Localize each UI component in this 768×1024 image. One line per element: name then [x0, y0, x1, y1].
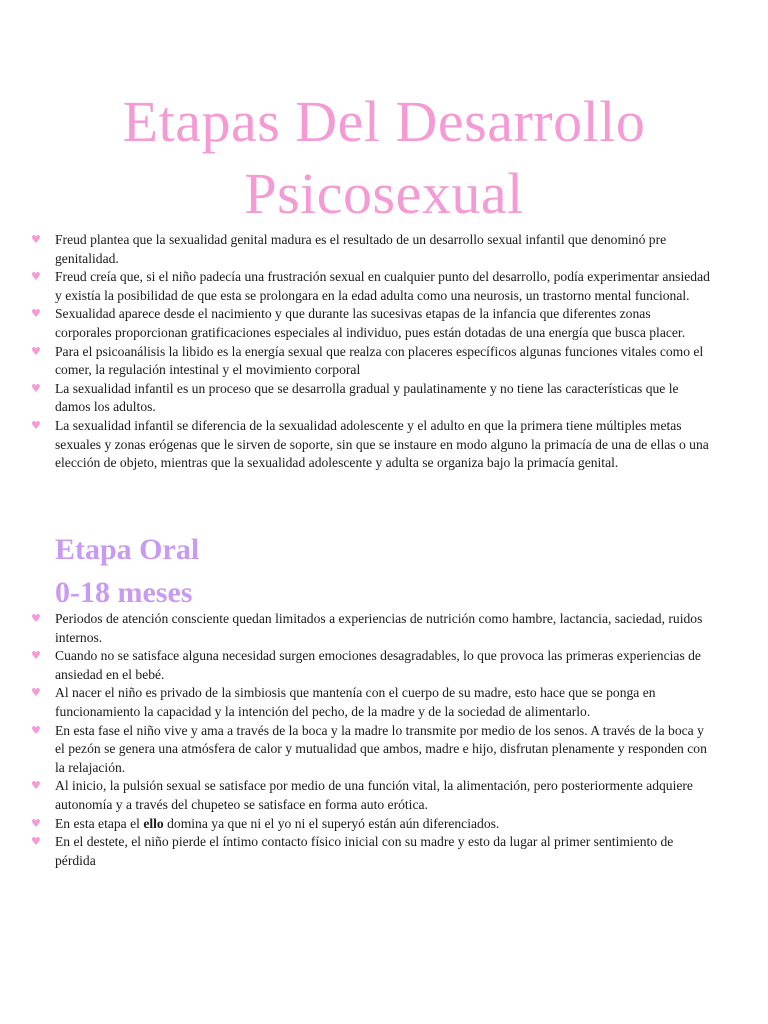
list-item: [30, 417, 710, 473]
heart-icon: ♥: [31, 381, 41, 395]
section-title-age-range: 0-18 meses: [55, 576, 193, 609]
list-item-text: La sexualidad infantil se diferencia de la sexualidad adolescente y el adulto en que la primera tiene múltiples metas sexuales y zonas erógenas que le sirven de soporte, sin que se instaure en modo alguno la primacía de una de ellas o una elección de objeto, mientras que la sexualidad adolescente y adulta se organiza bajo la primacía genital.: [55, 417, 709, 471]
heart-icon: ♥: [31, 779, 41, 793]
list-item-text: La sexualidad infantil es un proceso que se desarrolla gradual y paulatinamente y no tiene las características que le damos los adultos.: [55, 380, 679, 415]
list-item-text: Cuando no se satisface alguna necesidad surgen emociones desagradables, lo que provoca las primeras experiencias de ansiedad en el bebé.: [55, 648, 701, 682]
list-item: [30, 380, 710, 417]
list-item-text: Al nacer el niño es privado de la simbiosis que mantenía con el cuerpo de su madre, esto hace que se ponga en funcionamiento la capacidad y la intención del pecho, de la madre y de la sociedad de alimentarlo.: [55, 685, 656, 719]
heart-icon: ♥: [31, 816, 41, 830]
list-item-text: Para el psicoanálisis la libido es la energía sexual que realza con placeres específicos algunas funciones vitales como el comer, la regulación intestinal y el movimiento corporal: [55, 343, 704, 378]
list-item: [30, 268, 710, 305]
list-item-text-start: En esta etapa el: [55, 815, 144, 831]
heart-icon: ♥: [31, 835, 41, 849]
heart-icon: ♥: [31, 344, 41, 358]
list-item: [30, 343, 710, 380]
list-item-text: Sexualidad aparece desde el nacimiento y que durante las sucesivas etapas de la infancia que diferentes zonas corporales proporcionan gratificaciones especiales al individuo, pues están dotadas de una energía que busca placer.: [55, 306, 686, 340]
list-item-text: Periodos de atención consciente quedan limitados a experiencias de nutrición como hambre, lactancia, saciedad, ruidos internos.: [55, 611, 703, 645]
section-title-name: Etapa Oral: [55, 533, 200, 566]
intro-list: [30, 231, 710, 473]
heart-icon: ♥: [31, 723, 41, 737]
list-item: [30, 610, 710, 647]
heart-icon: ♥: [31, 233, 41, 246]
list-item-text: Freud plantea que la sexualidad genital madura es el resultado de un desarrollo sexual infantil que denominó pre genitalidad.: [55, 232, 667, 266]
list-item: [30, 777, 710, 814]
list-item: [30, 231, 710, 268]
section-title: [55, 528, 199, 614]
list-item: [30, 305, 710, 342]
heart-icon: ♥: [31, 307, 41, 321]
list-item-text: Freud creía que, si el niño padecía una frustración sexual en cualquier punto del desarrollo, podía experimentar ansiedad y existía la posibilidad de que esta se prolongara en la edad adulta como una neurosis, un trastorno mental funcional.: [55, 269, 710, 303]
list-item-text-end: domina ya que ni el yo ni el superyó están aún diferenciados.: [163, 815, 500, 831]
list-item-text: En el destete, el niño pierde el íntimo contacto físico inicial con su madre y esto da lugar al primer sentimiento de pérdida: [55, 834, 674, 868]
heart-icon: ♥: [31, 686, 41, 700]
list-item: [30, 722, 710, 778]
list-item: [30, 647, 710, 684]
list-item: [30, 684, 710, 721]
list-item: [30, 815, 710, 834]
heart-icon: ♥: [31, 270, 41, 284]
ello-term: ello: [143, 815, 164, 831]
page-title: Etapas Del Desarrollo Psicosexual: [122, 89, 646, 226]
list-item: [30, 833, 710, 870]
heart-icon: ♥: [31, 418, 41, 432]
list-item-text: Al inicio, la pulsión sexual se satisface por medio de una función vital, la alimentación, pero posteriormente adquiere autonomía y a través del chupeteo se satisface en forma auto erótica.: [55, 778, 693, 812]
heart-icon: ♥: [31, 649, 41, 663]
oral-stage-list: [30, 610, 710, 870]
list-item-text: En esta fase el niño vive y ama a través de la boca y la madre lo transmite por medio de los senos. A través de la boca y el pezón se genera una atmósfera de calor y mutualidad que ambos, madre e hijo, disfrutan plenamente y responden con la relajación.: [55, 722, 707, 775]
heart-icon: ♥: [31, 612, 41, 625]
